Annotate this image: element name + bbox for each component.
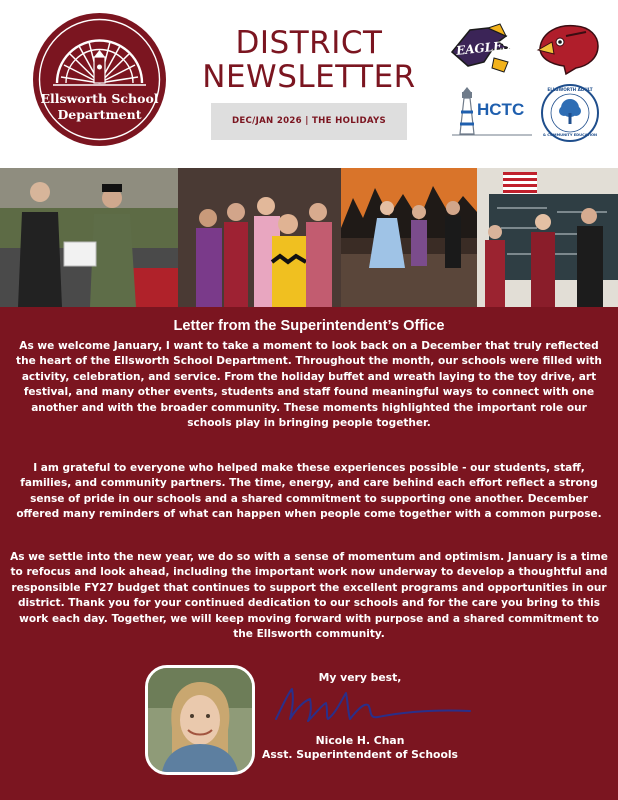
signer-name: Nicole H. Chan [315, 734, 405, 747]
theater-stage-photo [341, 168, 477, 307]
eagles-wordmark: EAGLES [455, 38, 512, 58]
red-hawk-logo [536, 22, 602, 76]
letter-paragraph-2: I am grateful to everyone who helped make these experiences possible - our students, staff, families, and community partners. The time, energy, and care behind each effort reflect a strong sense of pride in our schools and a shared commitment to supporting one another. December offered many reminders of what can happen when people come together with a common purpose. [16, 462, 602, 521]
sign-off: My very best, [318, 671, 402, 684]
sunburst-arch-icon [33, 13, 166, 146]
hctc-wordmark: HCTC [477, 100, 525, 119]
adult-ed-bottom-text: & COMMUNITY EDUCATION [542, 133, 598, 137]
newsletter-header [0, 0, 618, 168]
letter-paragraph-3: As we settle into the new year, we do so with a sense of momentum and optimism. January is a time to refocus and look ahead, including the important work now underway to develop a thoughtful and responsible FY27 budget that continues to support the excellent programs and opportunities in our district. Thank you for your continued dedication to our schools and for the care you bring to this work each day. Together, we will keep moving forward with purpose and a shared commitment to the Ellsworth community. [10, 551, 608, 641]
superintendent-portrait [145, 665, 255, 775]
issue-date-band: DEC/JAN 2026 | THE HOLIDAYS [211, 103, 407, 140]
event-photo-strip [0, 168, 618, 307]
letter-heading: Letter from the Superintendent’s Office [173, 318, 445, 334]
logo-line-1: Ellsworth School [40, 91, 159, 106]
toy-drive-photo [0, 168, 178, 307]
ellsworth-school-department-logo [33, 13, 166, 146]
handwritten-signature [268, 679, 474, 729]
newsletter-title-line-1: DISTRICT [235, 25, 383, 61]
ellsworth-adult-education-logo [540, 83, 600, 143]
adult-ed-top-text: ELLSWORTH ADULT [547, 87, 593, 92]
eagles-logo [448, 22, 516, 76]
holiday-performance-photo [178, 168, 341, 307]
hawk-head-icon [536, 22, 602, 76]
hctc-logo [452, 86, 532, 138]
superintendent-letter [0, 307, 618, 800]
classroom-chalkboard-photo [477, 168, 618, 307]
letter-paragraph-1: As we welcome January, I want to take a moment to look back on a December that truly reflected the heart of the Ellsworth School Department. Throughout the month, our schools were filled with activity, celebration, and service. From the holiday buffet and wreath laying to the toy drive, art festival, and many other events, students and staff found meaningful ways to connect with one another and with the broader community. These moments highlighted the important role our schools play in bringing people together. [16, 340, 602, 430]
signer-title: Asst. Superintendent of Schools [262, 748, 458, 761]
newsletter-title-line-2: NEWSLETTER [202, 59, 416, 95]
logo-line-2: Department [57, 107, 142, 122]
